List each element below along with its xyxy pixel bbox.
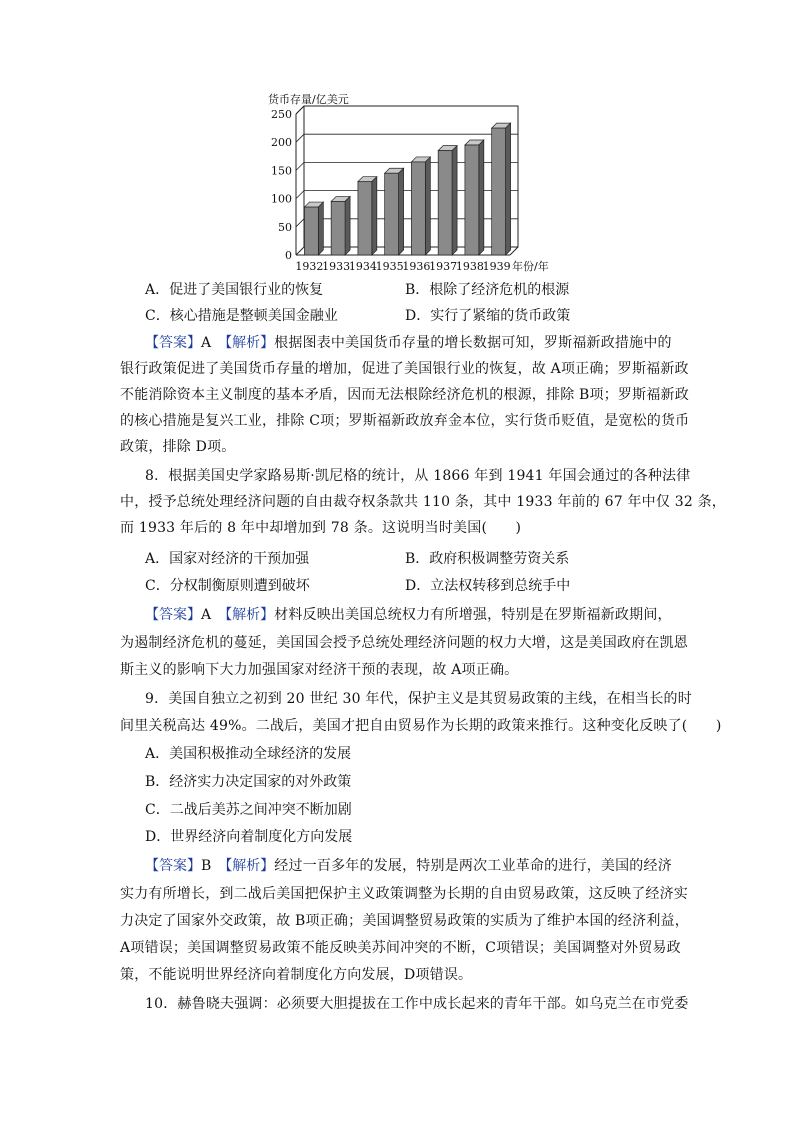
bar-side: [345, 196, 350, 255]
bar: [411, 162, 425, 255]
bar-side: [506, 123, 511, 255]
x-tick-label: 1937: [429, 260, 458, 273]
q8-stem-line: 8．根据美国史学家路易斯·凯尼格的统计，从 1866 年到 1941 年国会通过的各种法律: [145, 468, 691, 484]
analysis-tag: 【解析】: [225, 335, 275, 351]
money-stock-bar-chart: [268, 90, 558, 280]
q7-analysis-line: 银行政策促进了美国货币存量的增加，促进了美国银行业的恢复，故 A项正确；罗斯福新政: [120, 361, 689, 377]
gridline-depth: [296, 162, 304, 170]
bar: [492, 128, 506, 255]
bar: [304, 207, 318, 255]
analysis-text: 根据图表中美国货币存量的增长数据可知，罗斯福新政措施中的: [274, 335, 672, 351]
x-tick-label: 1935: [375, 260, 404, 273]
q7-option-c: C．核心措施是整顿美国金融业: [145, 308, 338, 324]
y-tick-label: 150: [271, 164, 292, 178]
y-tick-label: 0: [285, 249, 292, 262]
q9-stem-line: 9．美国自独立之初到 20 世纪 30 年代，保护主义是其贸易政策的主线，在相当长的时: [145, 691, 692, 707]
answer-value: B: [201, 858, 212, 874]
chart-depth-line: [296, 247, 304, 255]
answer-tag: 【答案】: [145, 607, 201, 623]
q8-stem-line: 而 1933 年后的 8 年中却增加到 78 条。这说明当时美国( ): [120, 520, 522, 536]
bar: [331, 201, 345, 255]
x-tick-label: 1933: [322, 260, 351, 273]
q9-option-d: D．世界经济向着制度化方向发展: [145, 829, 353, 845]
answer-tag: 【答案】: [145, 335, 201, 351]
q9-option-c: C．二战后美苏之间冲突不断加剧: [145, 802, 352, 818]
x-tick-label: 1938: [455, 260, 484, 273]
answer-value: A: [201, 335, 212, 351]
q7-analysis-line: 的核心措施是复兴工业，排除 C项；罗斯福新政放弃金本位，实行货币贬值，是宽松的货币: [120, 413, 690, 429]
y-tick-label: 200: [271, 136, 292, 150]
analysis-text: 经过一百多年的发展，特别是两次工业革命的进行，美国的经济: [274, 858, 672, 874]
q8-answer-line: [145, 605, 672, 625]
chart-depth-line: [510, 247, 518, 255]
q8-option-c: C．分权制衡原则遭到破坏: [145, 578, 310, 594]
y-tick-label: 100: [271, 192, 292, 206]
q8-option-d: D．立法权转移到总统手中: [405, 578, 571, 594]
q7-answer-line: [145, 333, 672, 353]
q7-analysis-line: 不能消除资本主义制度的基本矛盾，因而无法根除经济危机的根源，排除 B项；罗斯福新政: [120, 387, 689, 403]
bar: [358, 182, 372, 255]
q8-option-b: B．政府积极调整劳资关系: [405, 551, 570, 567]
q9-analysis-line: 实力有所增长，到二战后美国把保护主义政策调整为长期的自由贸易政策，这反映了经济实: [120, 886, 688, 902]
gridline-depth: [296, 134, 304, 142]
y-axis-title: 货币存量/亿美元: [268, 93, 349, 106]
q9-option-a: A．美国积极推动全球经济的发展: [145, 746, 352, 762]
q9-analysis-line: 力决定了国家外交政策，故 B项正确；美国调整贸易政策的实质为了维护本国的经济利益，: [120, 913, 689, 929]
y-tick-label: 250: [271, 108, 292, 121]
bar-side: [372, 177, 377, 255]
y-tick-label: 50: [278, 220, 292, 234]
q9-analysis-line: 策，不能说明世界经济向着制度化方向发展，D项错误。: [120, 967, 473, 983]
analysis-text: 材料反映出美国总统权力有所增强，特别是在罗斯福新政期间，: [274, 607, 672, 623]
gridline-depth: [296, 106, 304, 114]
gridline-depth: [296, 191, 304, 199]
analysis-tag: 【解析】: [225, 607, 275, 623]
q7-option-d: D．实行了紧缩的货币政策: [405, 308, 571, 324]
q10-stem-line: 10．赫鲁晓夫强调：必须要大胆提拔在工作中成长起来的青年干部。如乌克兰在市党委: [145, 996, 689, 1012]
answer-tag: 【答案】: [145, 858, 201, 874]
q9-analysis-line: A项错误；美国调整贸易政策不能反映美苏间冲突的不断，C项错误；美国调整对外贸易政: [120, 940, 681, 956]
q8-option-a: A．国家对经济的干预加强: [145, 551, 310, 567]
x-axis-title: 年份/年: [512, 260, 549, 273]
bar-side: [399, 168, 404, 255]
q8-analysis-line: 为遏制经济危机的蔓延，美国国会授予总统处理经济问题的权力大增，这是美国政府在凯恩: [120, 635, 688, 651]
bar-side: [425, 157, 430, 255]
q7-option-b: B．根除了经济危机的根源: [405, 282, 570, 298]
analysis-tag: 【解析】: [225, 858, 275, 874]
q7-analysis-line: 政策，排除 D项。: [120, 439, 236, 455]
bar: [438, 151, 452, 255]
x-tick-label: 1939: [482, 260, 511, 273]
x-tick-label: 1934: [348, 260, 377, 273]
x-tick-label: 1936: [402, 260, 431, 273]
q9-answer-line: [145, 856, 672, 876]
bar: [465, 145, 479, 255]
answer-value: A: [201, 607, 212, 623]
bar: [385, 173, 399, 255]
q8-analysis-line: 斯主义的影响下大力加强国家对经济干预的表现，故 A项正确。: [120, 662, 519, 678]
bar-side: [479, 140, 484, 255]
gridline-depth: [296, 219, 304, 227]
q8-stem-line: 中，授予总统处理经济问题的自由裁夺权条款共 110 条，其中 1933 年前的 67 年中仅 32 条，: [120, 494, 726, 510]
bar-side: [452, 146, 457, 255]
bar-side: [318, 202, 323, 255]
q9-stem-line: 间里关税高达 49%。二战后，美国才把自由贸易作为长期的政策来推行。这种变化反映了( ): [120, 718, 722, 734]
x-tick-label: 1932: [295, 260, 324, 273]
q7-option-a: A．促进了美国银行业的恢复: [145, 282, 324, 298]
q9-option-b: B．经济实力决定国家的对外政策: [145, 774, 352, 790]
